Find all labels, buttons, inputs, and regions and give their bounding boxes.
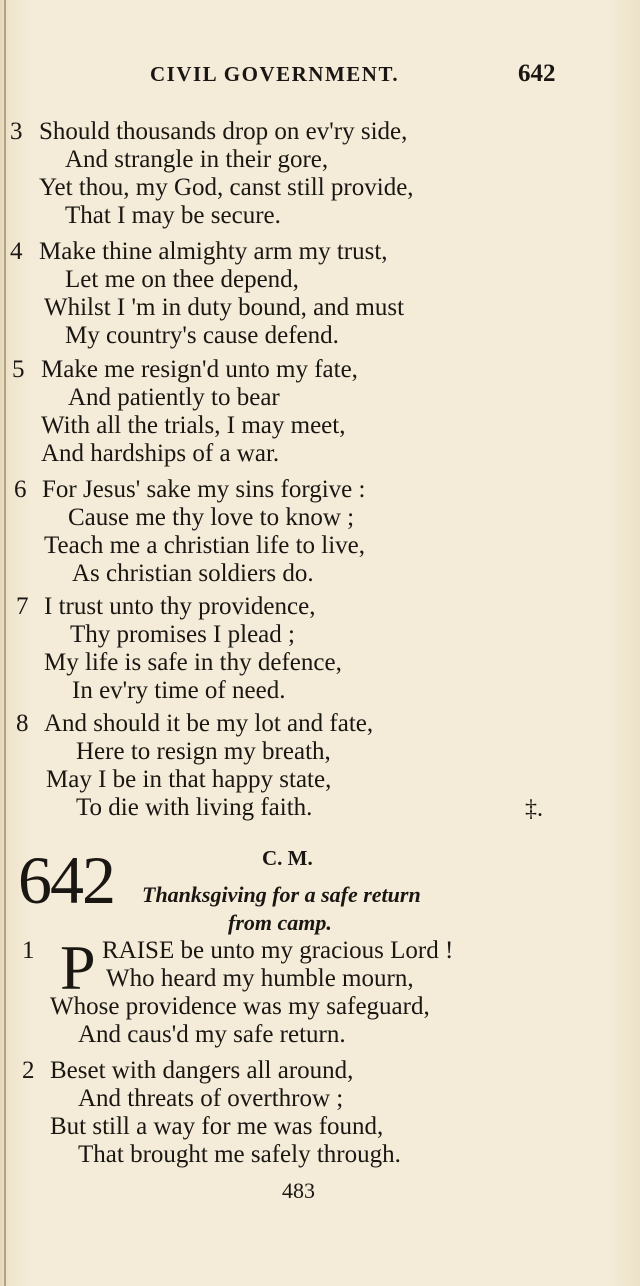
verse-line: Who heard my humble mourn,: [106, 965, 414, 992]
verse-line: Cause me thy love to know ;: [68, 504, 355, 531]
verse-line: My country's cause defend.: [65, 322, 339, 349]
verse-line: That brought me safely through.: [78, 1141, 401, 1168]
running-header: [0, 60, 640, 96]
verse-line: In ev'ry time of need.: [72, 677, 286, 704]
verse-line: RAISE be unto my gracious Lord !: [102, 937, 454, 964]
page-number: 483: [282, 1178, 315, 1203]
verse-number: 4: [10, 238, 23, 265]
drop-cap: P: [60, 932, 96, 1003]
verse-line: As christian soldiers do.: [72, 560, 314, 587]
verse-line: Whilst I 'm in duty bound, and must: [44, 294, 405, 321]
verse-number: 3: [10, 118, 23, 145]
verse-line: With all the trials, I may meet,: [41, 412, 346, 439]
verse-number: 5: [12, 356, 25, 383]
verse-line: And hardships of a war.: [41, 440, 280, 467]
verse-line: Thy promises I plead ;: [70, 621, 295, 648]
hymn-number: 642: [18, 842, 114, 918]
verse-line: And patiently to bear: [68, 384, 280, 411]
verse-line: Beset with dangers all around,: [50, 1057, 354, 1084]
verse-line: Yet thou, my God, canst still provide,: [39, 174, 414, 201]
verse-line: And should it be my lot and fate,: [44, 710, 374, 737]
verse-line: May I be in that happy state,: [46, 766, 332, 793]
verse-line: But still a way for me was found,: [50, 1113, 384, 1140]
verse-line: I trust unto thy providence,: [44, 593, 316, 620]
verse-line: Whose providence was my safeguard,: [50, 993, 430, 1020]
end-mark: ‡.: [525, 796, 543, 822]
verse-line: Make me resign'd unto my fate,: [41, 356, 358, 383]
hymn-title: Thanksgiving for a safe return: [142, 882, 421, 907]
verse-line: For Jesus' sake my sins forgive :: [42, 476, 366, 503]
verse-number: 2: [22, 1057, 35, 1084]
verse-number: 7: [16, 593, 29, 620]
verse-line: Teach me a christian life to live,: [44, 532, 366, 559]
binding-edge: [4, 0, 6, 1286]
verse-line: That I may be secure.: [65, 202, 281, 229]
verse-line: Here to resign my breath,: [76, 738, 331, 765]
verse-number: 1: [22, 937, 35, 964]
verse-line: And threats of overthrow ;: [78, 1085, 344, 1112]
verse-line: Let me on thee depend,: [65, 266, 299, 293]
verse-line: Make thine almighty arm my trust,: [39, 238, 388, 265]
verse-line: And strangle in their gore,: [65, 146, 329, 173]
hymn-meter: C. M.: [262, 846, 313, 870]
verse-line: And caus'd my safe return.: [78, 1021, 346, 1048]
section-title: CIVIL GOVERNMENT.: [150, 62, 400, 86]
verse-number: 6: [14, 476, 27, 503]
hymn-title-continued: from camp.: [228, 910, 332, 935]
verse-line: Should thousands drop on ev'ry side,: [39, 118, 408, 145]
verse-line: My life is safe in thy defence,: [44, 649, 342, 676]
header-hymn-number: 642: [518, 60, 556, 87]
verse-line: To die with living faith.: [76, 794, 313, 821]
verse-number: 8: [16, 710, 29, 737]
